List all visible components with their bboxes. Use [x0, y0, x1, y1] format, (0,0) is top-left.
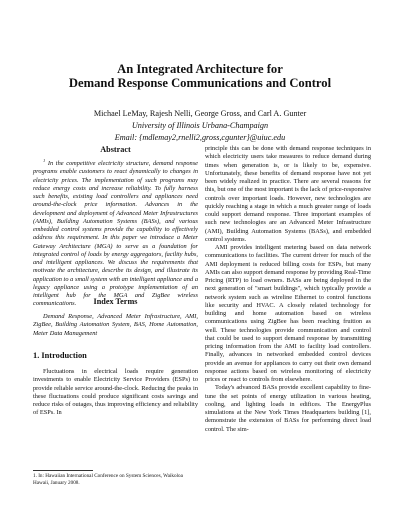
- index-terms-text: Demand Response, Advanced Meter Infrastructure, AMI, ZigBee, Building Automation System, BAS, Home Automation, Meter Data Management: [33, 313, 198, 337]
- footnote-divider: [33, 470, 93, 471]
- introduction-text: Fluctuations in electrical loads require generation investments to enable Electricity Service Providers (ESPs) to provide reliable service around-the-clock. Reducing the peaks in these fluctuations could produce significant costs savings and reduce risks of outages, thus improving efficiency and reliability of ESPs. In: [33, 368, 198, 417]
- introduction-body: [33, 368, 198, 418]
- author-email: Email: {mdlemay2,rnelli2,gross,cgunter}@uiuc.edu: [114, 133, 286, 142]
- right-column-paragraph-3: Today's advanced BASs provide excellent capability to fine-tune the set points of energy utilization in various heating, cooling, and lighting loads in edifices. The EnergyPlus simulations at the New York Times Headquarters building [1], demonstrate the extension of BASs for performing direct load control. The sim-: [205, 384, 371, 433]
- introduction-heading: 1. Introduction: [33, 351, 87, 360]
- right-column-paragraph-2: AMI provides intelligent metering based on data network communications to facilities. The current driver for much of the AMI deployment is reduced billing costs for ESPs, but many AMIs can also support demand response by providing Real-Time Pricing (RTP) to load owners. BASs are being deployed in the next generation of "smart buildings", which typically provide a network system such as wireline Ethernet to control functions like security and HVAC. A closely related technology for building and home automation based on wireless communications using ZigBee has been reaching fruition as well. These technologies provide communication and control that could be used to support demand response by transmitting pricing information from the AMI to facility load controllers. Finally, advances in networked embedded control devices provide an avenue for appliances to carry out their own demand response actions based on wireless monitoring of electricity prices or react to controls from elsewhere.: [205, 244, 371, 383]
- paper-title-line-1: An Integrated Architecture for: [117, 62, 283, 76]
- right-column-paragraph-1: principle this can be done with demand response techniques in which electricity users take measures to reduce demand during times when generation is, or is likely to be, expensive. Unfortunately, these benefits of demand response have not yet been widely realized in practice. There are several reasons for this, but one of the most important is the lack of price-responsive controls over important loads. However, new technologies are quickly reaching a stage in which a much greater range of loads could support demand response. Three important examples of such new technologies are an Advanced Meter Infrastructure (AMI), Building Automation Systems (BASs), and embedded control systems.: [205, 145, 371, 243]
- paper-title-line-2: Demand Response Communications and Control: [68, 76, 332, 90]
- abstract-text: In the competitive electricity structure, demand response programs enable customers to react dynamically to changes in electricity prices. The implementation of such programs may reduce energy costs and increase reliability. To fully harness such benefits, existing load controllers and appliances need around-the-clock price information. Advances in the development and deployment of Advanced Meter Infrastructures (AMIs), Building Automation Systems (BASs), and various embedded control systems provide the capability to effectively address this requirement. In this paper we introduce a Meter Gateway Architecture (MGA) to serve as a foundation for integrated control of loads by energy aggregators, facility hubs, and intelligent appliances. We discuss the requirements that motivate the architecture, describe its design, and illustrate its application to a small system with an intelligent appliance and a legacy appliance using a prototype implementation of an intelligent hub for the MGA and ZigBee wireless communications.: [33, 160, 198, 308]
- index-terms-heading: Index Terms: [93, 297, 138, 306]
- abstract-body: [33, 157, 198, 309]
- footnote: 1. In: Hawaiian International Conference on System Sciences, Waikoloa Hawaii, January 2008.: [33, 473, 183, 486]
- author-affiliation: University of Illinois Urbana-Champaign: [131, 121, 269, 130]
- footnote-marker: 1: [43, 157, 46, 163]
- index-terms-body: [33, 313, 198, 338]
- right-column-body: [205, 145, 371, 434]
- abstract-heading: Abstract: [100, 145, 131, 154]
- author-list: Michael LeMay, Rajesh Nelli, George Gross, and Carl A. Gunter: [93, 109, 307, 118]
